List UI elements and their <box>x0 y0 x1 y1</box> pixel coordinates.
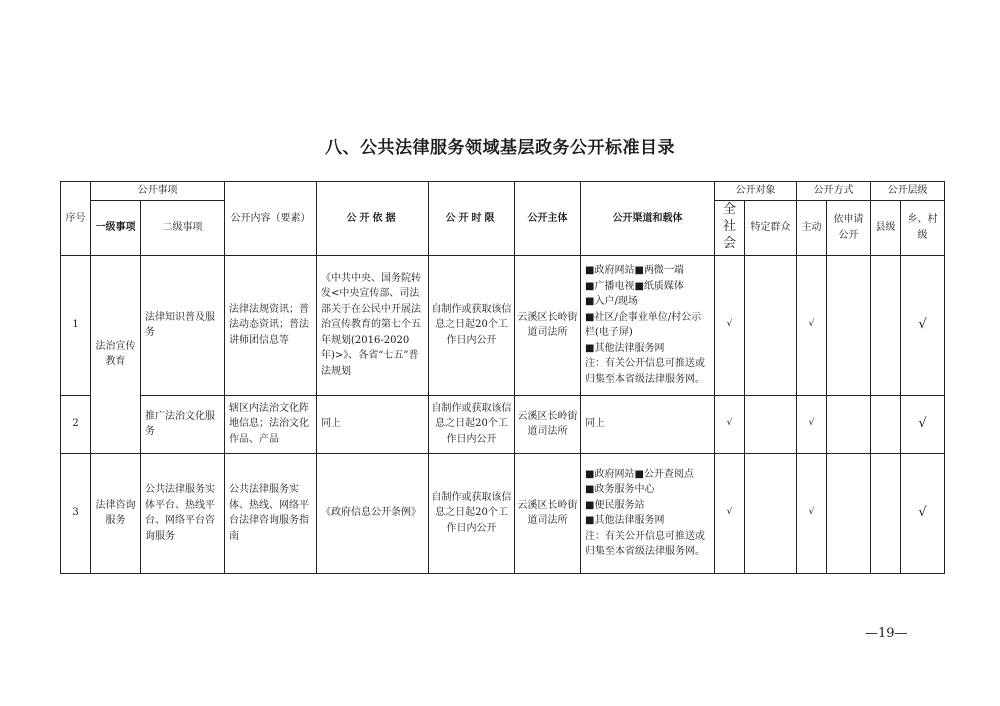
row-content: 公共法律服务实体、热线、网络平台法律咨询服务指南 <box>225 453 317 573</box>
row-specific <box>745 395 797 453</box>
row-seq: 3 <box>61 453 91 573</box>
header-level-county: 县级 <box>871 200 901 255</box>
channel-note: 注：有关公开信息可推送或归集至本省级法律服务网。 <box>585 358 705 385</box>
header-level1: 一级事项 <box>91 200 141 255</box>
row-time-limit: 自制作或获取该信息之日起20个工作日内公开 <box>429 395 515 453</box>
table-row <box>61 395 945 453</box>
disclosure-table <box>60 181 945 574</box>
channel-line: ■入户/现场 <box>585 296 638 307</box>
row-specific <box>745 255 797 395</box>
row-all-check: √ <box>715 255 745 395</box>
row-county <box>871 453 901 573</box>
row-basis: 同上 <box>317 395 429 453</box>
header-target-all: 全社会 <box>715 200 745 255</box>
row-level1: 法律咨询服务 <box>91 453 141 573</box>
channel-line: ■社区/企事业单位/村公示栏(电子屏) <box>585 311 702 338</box>
page-title: 八、公共法律服务领域基层政务公开标准目录 <box>325 138 675 158</box>
row-active-check: √ <box>797 395 827 453</box>
row-active-check: √ <box>797 255 827 395</box>
channel-line: ■政务服务中心 <box>585 484 655 495</box>
row-request <box>827 255 871 395</box>
row-subject: 云溪区长岭街道司法所 <box>515 395 581 453</box>
row-village-check: √ <box>901 453 945 573</box>
row-all-check: √ <box>715 453 745 573</box>
header-method-group: 公开方式 <box>797 182 871 201</box>
row-request <box>827 395 871 453</box>
row-content: 法律法规资讯；普法动态资讯；普法讲师团信息等 <box>225 255 317 395</box>
channel-note: 注：有关公开信息可推送或归集至本省级法律服务网。 <box>585 530 705 557</box>
row-subject: 云溪区长岭街道司法所 <box>515 453 581 573</box>
header-method-request: 依申请公开 <box>827 200 871 255</box>
channel-line: ■广播电视■纸质媒体 <box>585 280 684 292</box>
header-target-specific: 特定群众 <box>745 200 797 255</box>
row-subject: 云溪区长岭街道司法所 <box>515 255 581 395</box>
header-subject: 公开主体 <box>515 182 581 256</box>
row-channels <box>581 453 715 573</box>
row-active-check: √ <box>797 453 827 573</box>
header-matters-group: 公开事项 <box>91 182 225 201</box>
header-channels: 公开渠道和载体 <box>581 182 715 256</box>
header-level-village: 乡、村级 <box>901 200 945 255</box>
channel-line: ■其他法律服务网 <box>585 342 665 354</box>
channel-line: ■政府网站■公开查阅点 <box>585 468 694 480</box>
row-seq: 1 <box>61 255 91 395</box>
table-row <box>61 255 945 395</box>
header-target-group: 公开对象 <box>715 182 797 201</box>
channel-line: ■其他法律服务网 <box>585 515 665 526</box>
row-village-check: √ <box>901 395 945 453</box>
channel-line: ■政府网站■两微一端 <box>585 265 684 276</box>
row-level1: 法治宣传教育 <box>91 255 141 453</box>
row-time-limit: 自制作或获取该信息之日起20个工作日内公开 <box>429 255 515 395</box>
header-time-limit: 公开时限 <box>429 182 515 256</box>
row-all-check: √ <box>715 395 745 453</box>
channel-line: ■便民服务站 <box>585 499 645 511</box>
header-level2: 二级事项 <box>141 200 225 255</box>
page-number: —19— <box>865 626 908 641</box>
table-row <box>61 453 945 573</box>
row-county <box>871 255 901 395</box>
row-village-check: √ <box>901 255 945 395</box>
header-method-active: 主动 <box>797 200 827 255</box>
row-channels <box>581 255 715 395</box>
header-content: 公开内容（要素） <box>225 182 317 256</box>
row-time-limit: 自制作或获取该信息之日起20个工作日内公开 <box>429 453 515 573</box>
row-basis: 《政府信息公开条例》 <box>317 453 429 573</box>
row-content: 辖区内法治文化阵地信息；法治文化作品、产品 <box>225 395 317 453</box>
channel-line: 同上 <box>585 418 605 430</box>
row-channels <box>581 395 715 453</box>
header-seq: 序号 <box>61 182 91 256</box>
row-level2: 推广法治文化服务 <box>141 395 225 453</box>
row-level2: 法律知识普及服务 <box>141 255 225 395</box>
row-specific <box>745 453 797 573</box>
row-level2: 公共法律服务实体平台、热线平台、网络平台咨询服务 <box>141 453 225 573</box>
row-seq: 2 <box>61 395 91 453</box>
header-level-group: 公开层级 <box>871 182 945 201</box>
row-request <box>827 453 871 573</box>
row-county <box>871 395 901 453</box>
header-basis: 公开依据 <box>317 182 429 256</box>
row-basis: 《中共中央、国务院转发<中央宣传部、司法部关于在公民中开展法治宣传教育的第七个五年规划(2016-2020年)>》、各省“七五”普法规划 <box>317 255 429 395</box>
